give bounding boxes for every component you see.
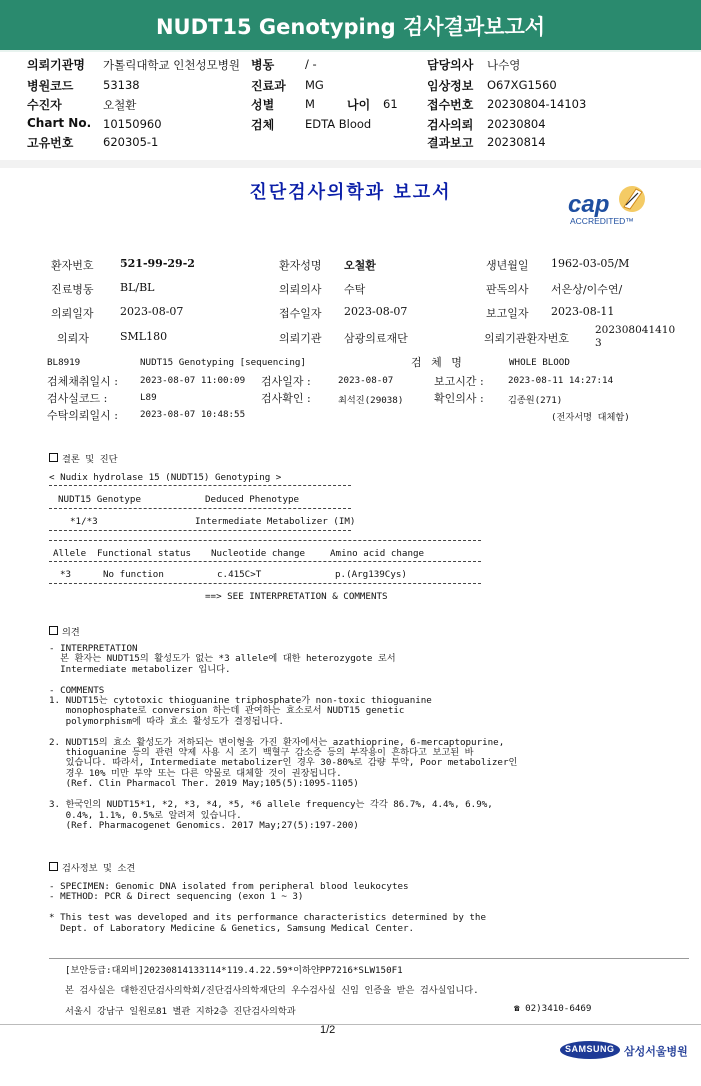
cap-logo-text: cap — [568, 191, 610, 218]
interpretation-line: (Ref. Clin Pharmacol Ther. 2019 May;105(5):1095-1105) — [49, 778, 359, 790]
time-value: 2023-08-07 10:48:55 — [140, 409, 246, 420]
interpretation-line: (Ref. Pharmacogenet Genomics. 2017 May;27(5):197-200) — [49, 819, 359, 831]
info-label: 나이 — [347, 98, 371, 112]
info-value: 20230804-14103 — [487, 97, 587, 111]
table-divider — [49, 540, 481, 541]
info-value: 나수영 — [487, 58, 521, 72]
test-info-line: - SPECIMEN: Genomic DNA isolated from peripheral blood leukocytes — [49, 881, 409, 892]
time-value: 2023-08-11 14:27:14 — [508, 375, 614, 386]
page-number: 1/2 — [320, 1024, 336, 1036]
allele-header: Allele — [53, 548, 87, 559]
square-bullet-icon — [49, 453, 58, 462]
test-name: NUDT15 Genotyping [sequencing] — [140, 357, 306, 368]
patient-field-label: 접수일자 — [279, 307, 322, 320]
phenotype-header: Deduced Phenotype — [205, 494, 300, 505]
info-label: 성별 — [251, 98, 275, 112]
section-title-opinion: 의견 — [49, 624, 80, 638]
info-value: 10150960 — [103, 117, 162, 131]
info-value: O67XG1560 — [487, 78, 557, 92]
interpretation-line: 본 환자는 NUDT15의 활성도가 없는 *3 allele에 대한 heterozygote 로서 — [49, 653, 396, 665]
gene-title: < Nudix hydrolase 15 (NUDT15) Genotyping > — [49, 472, 282, 483]
patient-field-value: 2023-08-07 — [344, 305, 408, 318]
info-label: 수진자 — [27, 98, 62, 112]
patient-field-label: 보고일자 — [486, 307, 529, 320]
genotype-header: NUDT15 Genotype — [58, 494, 141, 505]
time-label: 수탁의뢰일시 : — [47, 409, 118, 422]
test-code: BL8919 — [47, 357, 81, 368]
info-value: M — [305, 97, 315, 111]
time-label: 보고시간 : — [434, 375, 484, 388]
table-divider — [49, 561, 481, 562]
time-label: 검사실코드 : — [47, 392, 108, 405]
interpretation-line: 3. 한국인의 NUDT15*1, *2, *3, *4, *5, *6 allele frequency는 각각 86.7%, 4.4%, 6.9%, — [49, 799, 493, 811]
address-line: 서울시 강남구 일원로81 별관 지하2층 진단검사의학과 — [65, 1006, 296, 1017]
hospital-name: 삼성서울병원 — [624, 1045, 688, 1058]
patient-field-label: 생년월일 — [486, 259, 529, 272]
time-value: 최석진(29038) — [338, 395, 404, 406]
header-divider — [0, 50, 701, 52]
specimen-label: 검 체 명 — [411, 356, 465, 369]
patient-field-label: 의뢰일자 — [51, 307, 94, 320]
patient-field-label: 의뢰자 — [57, 332, 89, 345]
amino-acid-change-header: Amino acid change — [330, 548, 425, 559]
amino-acid-change-value: p.(Arg139Cys) — [335, 569, 407, 580]
time-value: L89 — [140, 392, 157, 403]
info-value: 가톨릭대학교 인천성모병원 — [103, 58, 240, 72]
page-divider — [0, 1024, 701, 1025]
section-title-conclusion: 결론 및 진단 — [49, 451, 117, 465]
nucleotide-change-value: c.415C>T — [217, 569, 262, 580]
info-value: 620305-1 — [103, 135, 159, 149]
table-divider — [49, 508, 351, 509]
table-divider — [49, 583, 481, 584]
time-label: 검사확인 : — [261, 392, 311, 405]
patient-field-label: 의뢰의사 — [279, 283, 322, 296]
interpretation-line: 2. NUDT15의 효소 활성도가 저하되는 변이형을 가진 환자에서는 azathioprine, 6-mercaptopurine, — [49, 736, 505, 748]
phenotype-value: Intermediate Metabolizer (IM) — [195, 516, 356, 527]
footer-divider — [49, 958, 689, 959]
report-header-title: NUDT15 Genotyping 검사결과보고서 — [0, 0, 701, 50]
patient-field-label: 판독의사 — [486, 283, 529, 296]
info-label: 검체 — [251, 118, 275, 132]
patient-field-label: 의뢰기관환자번호 — [484, 332, 570, 345]
patient-field-value: 1962-03-05/M — [551, 257, 630, 270]
time-label: 검사일자 : — [261, 375, 311, 388]
info-value: MG — [305, 78, 324, 92]
patient-field-label: 진료병동 — [51, 283, 94, 296]
interpretation-text — [49, 644, 517, 831]
nucleotide-change-header: Nucleotide change — [211, 548, 306, 559]
cap-accredited-text: ACCREDITED™ — [570, 216, 634, 226]
time-value: 2023-08-07 11:00:09 — [140, 375, 246, 386]
section-title-test-info: 검사정보 및 소견 — [49, 860, 135, 874]
patient-field-value: 2023-08-07 — [120, 305, 184, 318]
info-value: 오철환 — [103, 98, 137, 112]
time-value: 2023-08-07 — [338, 375, 394, 386]
info-label: 담당의사 — [427, 58, 474, 72]
info-value: 53138 — [103, 78, 140, 92]
samsung-logo-text: SAMSUNG — [565, 1044, 615, 1054]
patient-field-value: 서은상/이수연/ — [551, 283, 623, 296]
patient-name: 오철환 — [344, 259, 376, 272]
interpretation-line — [49, 675, 517, 685]
interpretation-line: 1. NUDT15는 cytotoxic thioguanine triphosphate가 non-toxic thioguanine — [49, 695, 432, 707]
interpretation-line: Intermediate metabolizer 입니다. — [49, 663, 231, 675]
patient-field-label: 환자번호 — [51, 259, 94, 272]
patient-number: 521-99-29-2 — [120, 257, 195, 270]
info-label: 접수번호 — [427, 98, 474, 112]
test-info-text — [49, 882, 486, 934]
interpretation-line: monophosphate로 conversion 하는데 관여하는 효소로서 NUDT15 genetic — [49, 705, 405, 717]
patient-field-value: 202308041410 — [595, 324, 676, 336]
patient-field-value: SML180 — [120, 330, 168, 343]
table-divider — [49, 530, 351, 531]
report-title: 진단검사의학과 보고서 — [249, 182, 452, 203]
info-value: 61 — [383, 97, 398, 111]
info-label: 병원코드 — [27, 79, 74, 93]
interpretation-line: - COMMENTS — [49, 684, 105, 696]
allele-value: *3 — [60, 569, 72, 580]
time-value: 김종원(271) — [508, 395, 563, 406]
patient-field-value-tail: 3 — [595, 337, 602, 349]
interpretation-line: polymorphism에 따라 효소 활성도가 결정됩니다. — [49, 715, 284, 727]
specimen-value: WHOLE BLOOD — [509, 357, 570, 368]
info-label: 진료과 — [251, 79, 286, 93]
info-value: / - — [305, 57, 317, 71]
interpretation-line: - INTERPRETATION — [49, 643, 138, 654]
samsung-hospital-logo — [559, 1040, 688, 1062]
test-info-line: - METHOD: PCR & Direct sequencing (exon 1 ~ 3) — [49, 891, 304, 903]
square-bullet-icon — [49, 626, 58, 635]
info-label: 고유번호 — [27, 136, 74, 150]
time-label: 확인의사 : — [434, 392, 484, 405]
table-divider — [49, 485, 351, 486]
info-label: Chart No. — [27, 116, 92, 130]
info-value: EDTA Blood — [305, 117, 372, 131]
info-label: 결과보고 — [427, 136, 474, 150]
info-value: 20230814 — [487, 135, 546, 149]
info-label: 검사의뢰 — [427, 118, 474, 132]
square-bullet-icon — [49, 862, 58, 871]
patient-field-value: BL/BL — [120, 281, 155, 294]
info-label: 의뢰기관명 — [27, 58, 85, 72]
phone-line: ☎ 02)3410-6469 — [514, 1003, 592, 1014]
interpretation-line: 경우 10% 미만 투약 또는 다른 약물로 대체할 것이 권장됩니다. — [49, 767, 342, 779]
time-label: 검체채취일시 : — [47, 375, 118, 388]
patient-field-value: 2023-08-11 — [551, 305, 615, 318]
test-info-line: * This test was developed and its performance characteristics determined by the — [49, 912, 486, 924]
section-separator — [0, 160, 701, 168]
esign-note: (전자서명 대체함) — [551, 412, 630, 423]
cap-accredited-logo — [566, 183, 666, 227]
info-label: 병동 — [251, 58, 275, 72]
functional-status-value: No function — [103, 569, 164, 580]
interpretation-line: 있습니다. 따라서, Intermediate metabolizer인 경우 30-80%로 감량 투약, Poor metabolizer인 — [49, 757, 518, 769]
info-value: 20230804 — [487, 117, 546, 131]
genotype-value: *1/*3 — [70, 516, 98, 527]
security-line: [보안등급:대외비]20230814133114*119.4.22.59*이하얀PP7216*SLW150F1 — [65, 965, 403, 976]
patient-field-value: 수탁 — [344, 283, 366, 296]
interpretation-line: 0.4%, 1.1%, 0.5%로 알려져 있습니다. — [49, 809, 242, 821]
interpretation-line: thioguanine 등의 관련 약제 사용 시 조기 백혈구 감소증 등의 부작용이 흔하다고 보고된 바 — [49, 747, 474, 759]
patient-field-value: 삼광의료재단 — [344, 332, 408, 345]
info-label: 임상정보 — [427, 79, 474, 93]
test-info-line: Dept. of Laboratory Medicine & Genetics, Samsung Medical Center. — [49, 922, 415, 934]
patient-field-label: 의뢰기관 — [279, 332, 322, 345]
patient-field-label: 환자성명 — [279, 259, 322, 272]
certification-line: 본 검사실은 대한진단검사의학회/진단검사의학재단의 우수검사실 신임 인증을 받은 검사실입니다. — [65, 985, 479, 996]
functional-status-header: Functional status — [97, 548, 192, 559]
see-interpretation-note: ==> SEE INTERPRETATION & COMMENTS — [205, 591, 388, 602]
